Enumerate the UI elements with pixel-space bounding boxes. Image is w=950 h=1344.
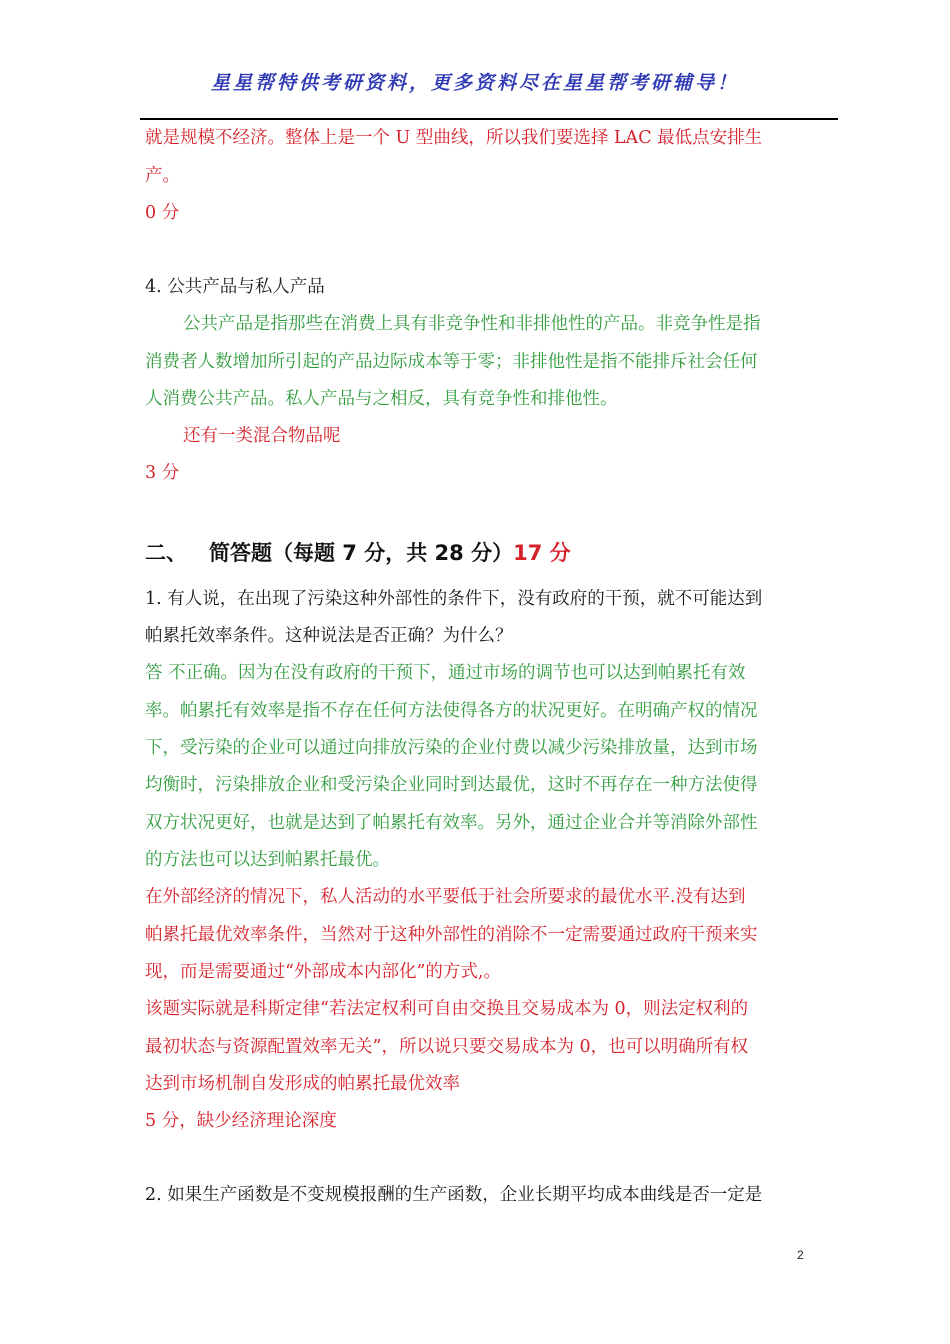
answer-line: 的方法也可以达到帕累托最优。 <box>145 850 390 870</box>
header-divider <box>140 118 838 120</box>
answer-line: 公共产品是指那些在消费上具有非竞争性和非排他性的产品。非竞争性是指 <box>183 314 761 334</box>
section-number: 二、 <box>145 541 187 565</box>
grader-comment: 该题实际就是科斯定律“若法定权利可自由交换且交易成本为 0，则法定权利的 <box>145 999 749 1019</box>
answer-line: 答 不正确。因为在没有政府的干预下，通过市场的调节也可以达到帕累托有效 <box>145 663 746 683</box>
score-label: 0 分 <box>145 203 180 223</box>
answer-line: 均衡时，污染排放企业和受污染企业同时到达最优，这时不再存在一种方法使得 <box>145 775 758 795</box>
header-banner: 星星帮特供考研资料，更多资料尽在星星帮考研辅导！ <box>210 72 739 94</box>
answer-line: 下，受污染的企业可以通过向排放污染的企业付费以减少污染排放量，达到市场 <box>145 738 758 758</box>
grader-comment: 还有一类混合物品呢 <box>183 426 341 446</box>
continued-answer-line: 产。 <box>145 166 180 186</box>
grader-comment: 帕累托最优效率条件，当然对于这种外部性的消除不一定需要通过政府干预来实 <box>145 925 758 945</box>
answer-line: 率。帕累托有效率是指不存在任何方法使得各方的状况更好。在明确产权的情况 <box>145 701 758 721</box>
section-title: 简答题（每题 7 分，共 28 分） <box>209 541 514 565</box>
section-heading <box>145 542 571 564</box>
question-title: 4. 公共产品与私人产品 <box>145 277 325 297</box>
grader-comment: 在外部经济的情况下，私人活动的水平要低于社会所要求的最优水平.没有达到 <box>145 887 746 907</box>
grader-comment: 达到市场机制自发形成的帕累托最优效率 <box>145 1074 460 1094</box>
answer-line: 消费者人数增加所引起的产品边际成本等于零；非排他性是指不能排斥社会任何 <box>145 352 758 372</box>
question-line: 2. 如果生产函数是不变规模报酬的生产函数，企业长期平均成本曲线是否一定是 <box>145 1185 763 1205</box>
grader-comment: 现，而是需要通过“外部成本内部化”的方式,。 <box>145 962 501 982</box>
answer-line: 双方状况更好，也就是达到了帕累托有效率。另外，通过企业合并等消除外部性 <box>145 813 758 833</box>
score-label: 3 分 <box>145 463 180 483</box>
question-line: 1. 有人说，在出现了污染这种外部性的条件下，没有政府的干预，就不可能达到 <box>145 589 763 609</box>
page-number: 2 <box>797 1248 804 1262</box>
answer-line: 人消费公共产品。私人产品与之相反，具有竞争性和排他性。 <box>145 389 618 409</box>
question-line: 帕累托效率条件。这种说法是否正确？为什么？ <box>145 626 513 646</box>
grader-comment: 最初状态与资源配置效率无关”，所以说只要交易成本为 0，也可以明确所有权 <box>145 1037 749 1057</box>
score-label: 5 分，缺少经济理论深度 <box>145 1111 337 1131</box>
section-score: 17 分 <box>513 541 571 565</box>
continued-answer-line: 就是规模不经济。整体上是一个 U 型曲线，所以我们要选择 LAC 最低点安排生 <box>145 128 763 148</box>
